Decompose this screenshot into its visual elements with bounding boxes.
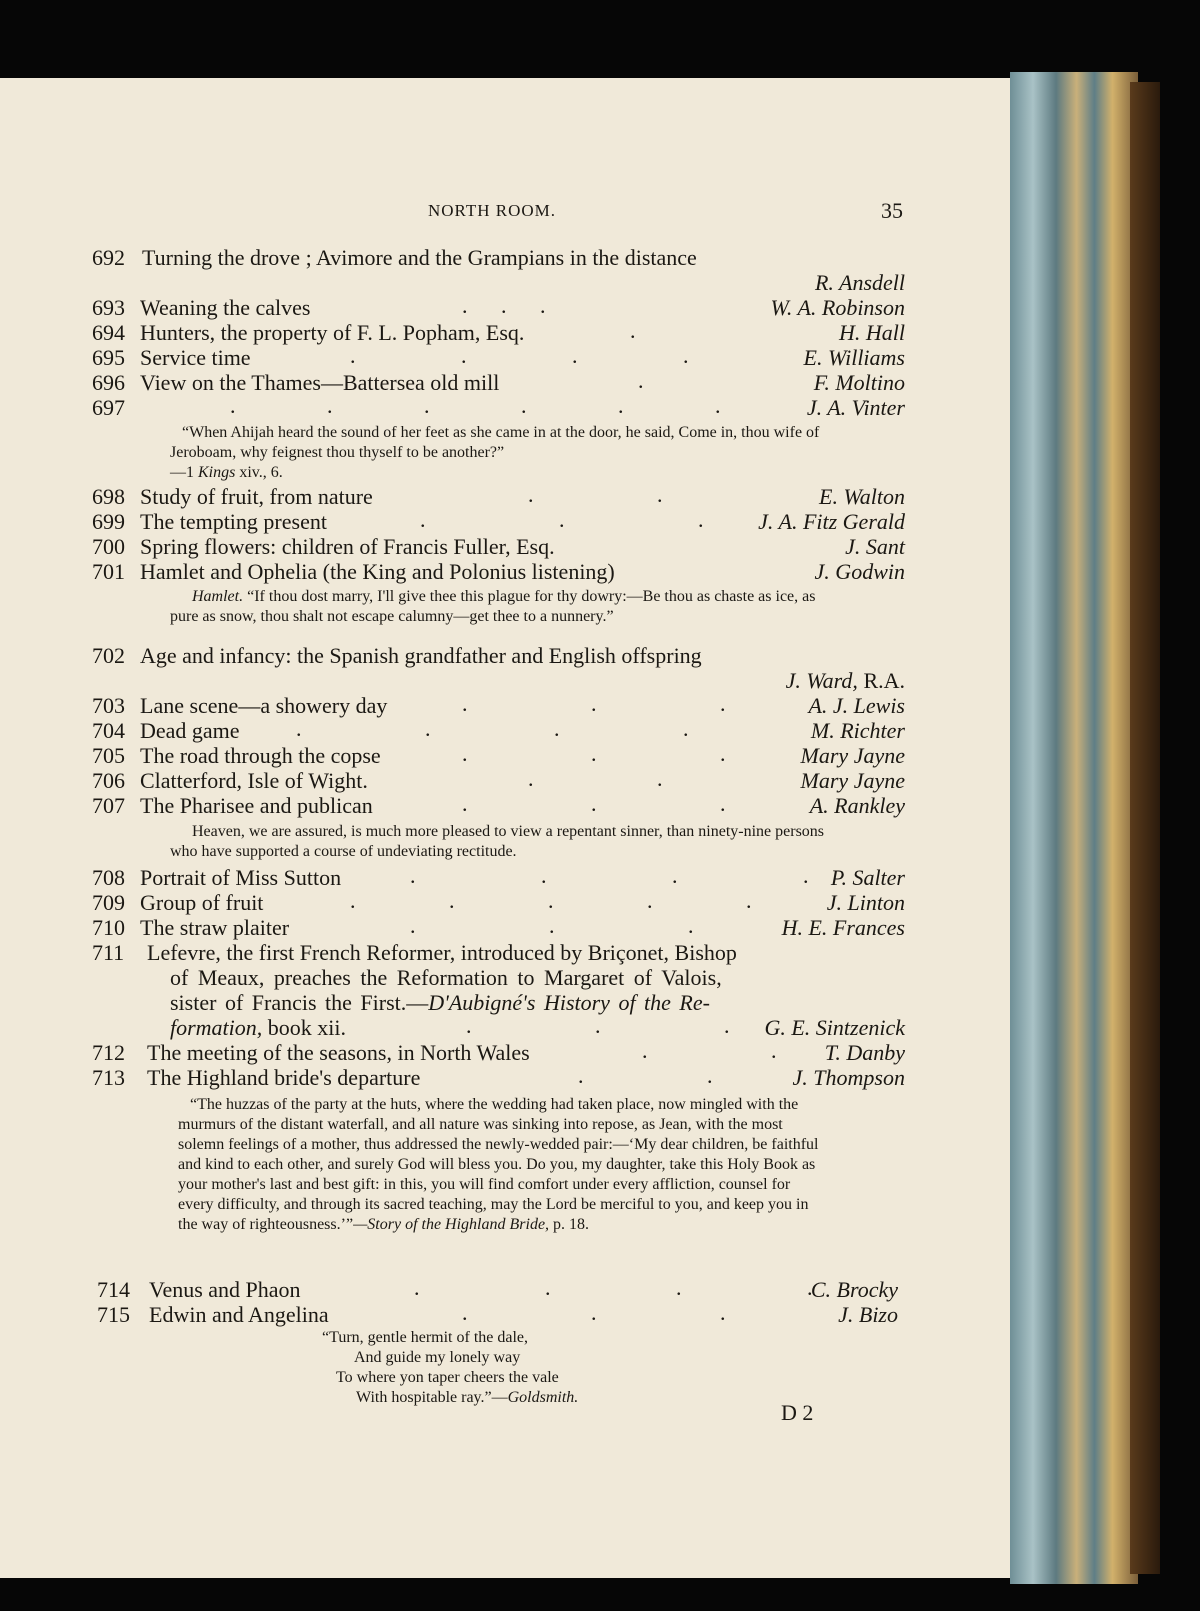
entry-number: 708 [92, 865, 125, 890]
entry-artist: A. J. Lewis [808, 693, 905, 718]
entry-artist: R. Ansdell [814, 270, 905, 295]
entry-artist: T. Danby [824, 1040, 905, 1065]
entry-title: The tempting present [140, 509, 327, 534]
poem-line: And guide my lonely way [354, 1349, 521, 1366]
entry-title: The road through the copse [140, 743, 381, 768]
entry-artist: Mary Jayne [800, 743, 905, 768]
entry-number: 695 [92, 345, 125, 370]
entry-number: 702 [92, 643, 125, 668]
leader-dots: . . . . [350, 343, 703, 368]
entry-artist: J. A. Vinter [806, 395, 905, 420]
entry-artist: A. Rankley [809, 793, 905, 818]
entry-number: 693 [92, 295, 125, 320]
entry-number: 713 [92, 1065, 125, 1090]
quote-697: “When Ahijah heard the sound of her feet as she came in at the door, he said, Come in, thou wife of Jeroboam, why feignest thou thyself to be another?” [170, 424, 820, 461]
page-number: 35 [881, 198, 903, 223]
leader-dots: . . . . . [350, 888, 766, 913]
poem-line: With hospitable ray.”—Goldsmith. [356, 1389, 579, 1406]
leader-dots: . . . [462, 691, 740, 716]
entry-title: Venus and Phaon [149, 1277, 301, 1302]
entry-artist: J. Bizo [838, 1302, 898, 1327]
leader-dots: . . [642, 1038, 791, 1063]
entry-title: Hunters, the property of F. L. Popham, Esq. [140, 320, 525, 345]
entry-artist: J. Sant [845, 534, 905, 559]
entry-title: The Pharisee and publican [140, 793, 373, 818]
entry-artist: J. Thompson [792, 1065, 905, 1090]
entry-title-line: formation, book xii. [170, 1015, 347, 1040]
leader-dots: . . . . [414, 1275, 827, 1300]
entry-artist: F. Moltino [813, 370, 905, 395]
entry-number: 697 [92, 395, 125, 420]
entry-number: 714 [97, 1277, 130, 1302]
entry-title: View on the Thames—Battersea old mill [140, 370, 500, 395]
entry-number: 701 [92, 559, 125, 584]
entry-number: 703 [92, 693, 125, 718]
leader-dots: . [638, 368, 658, 393]
entry-title: Weaning the calves [140, 295, 311, 320]
entry-number: 704 [92, 718, 125, 743]
entry-title: Dead game [140, 718, 240, 743]
entry-title: The meeting of the seasons, in North Wales [147, 1040, 530, 1065]
entry-artist: C. Brocky [810, 1277, 898, 1302]
entry-title: The Highland bride's departure [147, 1065, 421, 1090]
entry-artist: Mary Jayne [800, 768, 905, 793]
entry-artist: J. Linton [826, 890, 905, 915]
entry-number: 715 [97, 1302, 130, 1327]
leader-dots: . . . [462, 791, 740, 816]
leader-dots: . . . . [410, 863, 823, 888]
entry-number: 700 [92, 534, 125, 559]
entry-artist: P. Salter [830, 865, 905, 890]
entry-artist: J. A. Fitz Gerald [758, 509, 905, 534]
book-spine [1130, 82, 1160, 1574]
entry-title: Turning the drove ; Avimore and the Grampians in the distance [142, 245, 697, 270]
entry-title: Study of fruit, from nature [140, 484, 373, 509]
quote-713: “The huzzas of the party at the huts, where the wedding had taken place, now mingled with the murmurs of the distant waterfall, and all nature was sinking into repose, as Jean, with the most solemn feelings of a mother, thus addressed the newly-wedded pair:—‘My dear children, be faithful and kind to each other, and surely God will bless you. Do you, my daughter, take this Holy Book as your mother's last and best gift: in this, you will find comfort under every affliction, counsel for every difficulty, and through its sacred teaching, may the Lord be merciful to you, and keep you in the way of righteousness.’”—Story of the Highland Bride, p. 18. [178, 1096, 819, 1233]
entry-artist: J. Ward, R.A. [785, 668, 905, 693]
leader-dots: . . . [466, 1013, 744, 1038]
entry-number: 694 [92, 320, 125, 345]
quote-697-citation: —1 Kings xiv., 6. [170, 464, 283, 481]
entry-number: 707 [92, 793, 125, 818]
leader-dots: . . . [410, 913, 708, 938]
quote-701: Hamlet. “If thou dost marry, I'll give thee this plague for thy dowry:—Be thou as chaste as ice, as pure as snow, thou shalt not escape calumny—get thee to a nunnery.” [170, 588, 816, 625]
leader-dots: . . . . . . [230, 393, 735, 418]
leader-dots: . . . [462, 1300, 740, 1325]
poem-line: “Turn, gentle hermit of the dale, [322, 1329, 529, 1346]
entry-artist: G. E. Sintzenick [764, 1015, 905, 1040]
entry-number: 709 [92, 890, 125, 915]
entry-number: 706 [92, 768, 125, 793]
entry-artist: M. Richter [810, 718, 905, 743]
signature-mark: D 2 [781, 1400, 814, 1425]
leader-dots: . . [528, 482, 677, 507]
entry-number: 699 [92, 509, 125, 534]
leader-dots: . . [528, 766, 677, 791]
entry-title-line: sister of Francis the First.—D'Aubigné's History of the Re- [170, 990, 710, 1015]
entry-artist: W. A. Robinson [770, 295, 905, 320]
leader-dots: . . . . [296, 716, 703, 741]
running-head: NORTH ROOM. [428, 201, 557, 220]
entry-title: Clatterford, Isle of Wight. [140, 768, 368, 793]
entry-title: Group of fruit [140, 890, 264, 915]
entry-title-line: of Meaux, preaches the Reformation to Margaret of Valois, [170, 965, 722, 990]
entry-number: 712 [92, 1040, 125, 1065]
entry-title: The straw plaiter [140, 915, 290, 940]
leader-dots: . . . [462, 293, 560, 318]
entry-artist: E. Walton [819, 484, 905, 509]
entry-artist: H. Hall [839, 320, 905, 345]
poem-line: To where yon taper cheers the vale [336, 1369, 559, 1386]
entry-title: Lane scene—a showery day [140, 693, 388, 718]
page-edges [1010, 72, 1138, 1584]
entry-title-line: Lefevre, the first French Reformer, introduced by Briçonet, Bishop [147, 940, 737, 965]
entry-title: Service time [140, 345, 251, 370]
leader-dots: . . [578, 1063, 727, 1088]
entry-title: Hamlet and Ophelia (the King and Polonius listening) [140, 559, 615, 584]
entry-title: Portrait of Miss Sutton [140, 865, 342, 890]
leader-dots: . . . [420, 507, 718, 532]
leader-dots: . . . [462, 741, 740, 766]
quote-707: Heaven, we are assured, is much more pleased to view a repentant sinner, than ninety-nine persons who have supported a course of undeviating rectitude. [170, 823, 825, 860]
entry-number: 711 [92, 940, 125, 965]
entry-artist: H. E. Frances [781, 915, 905, 940]
entry-number: 710 [92, 915, 125, 940]
leader-dots: . [630, 318, 650, 343]
entry-number: 696 [92, 370, 125, 395]
entry-title: Edwin and Angelina [149, 1302, 329, 1327]
entry-title: Spring flowers: children of Francis Fuller, Esq. [140, 534, 555, 559]
entry-number: 705 [92, 743, 125, 768]
entry-artist: J. Godwin [814, 559, 905, 584]
entry-artist: E. Williams [803, 345, 905, 370]
entry-number: 692 [92, 245, 125, 270]
entry-title: Age and infancy: the Spanish grandfather and English offspring [140, 643, 702, 668]
entry-number: 698 [92, 484, 125, 509]
